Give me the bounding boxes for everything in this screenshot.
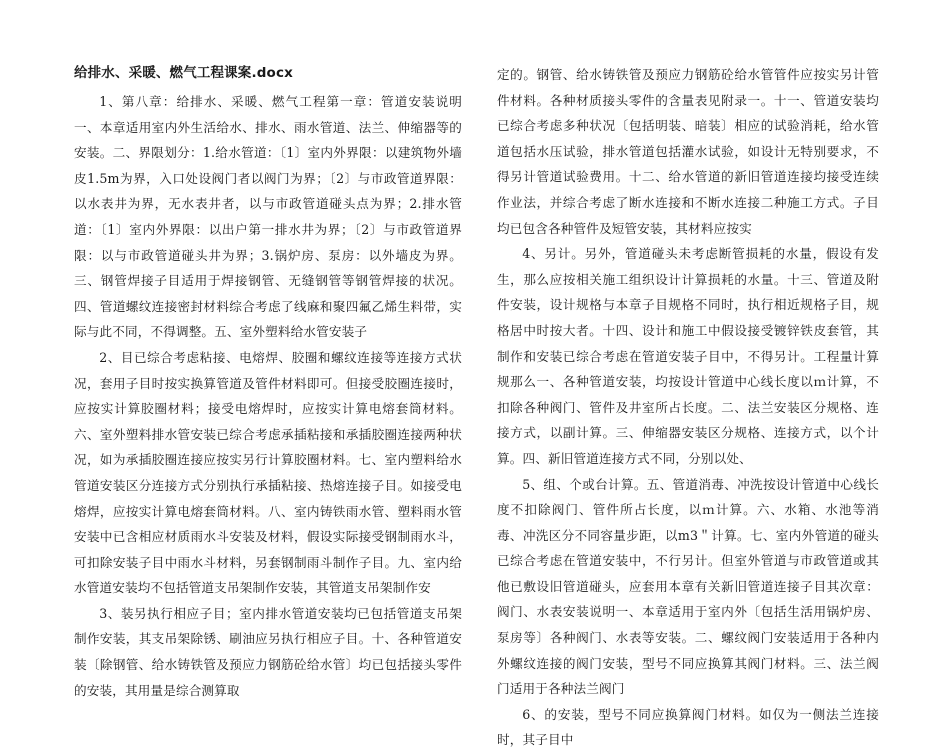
left-column xyxy=(74,60,462,703)
right-column xyxy=(497,62,879,753)
paragraph-4: 4、另计。另外，管道碰头未考虑断管损耗的水量，假设有发生，那么应按相关施工组织设计计算损耗的水量。十三、管道及附件安装，设计规格与本章子目规格不同时，执行相近规格子目，规格居中时按大者。十四、设计和施工中假设接受镀锌铁皮套管，其制作和安装已综合考虑在管道安装子目中，不得另计。工程量计算规那么一、各种管道安装，均按设计管道中心线长度以ｍ计算，不扣除各种阀门、管件及井室所占长度。二、法兰安装区分规格、连接方式，以副计算。三、伸缩器安装区分规格、连接方式，以个计算。四、新旧管道连接方式不同，分别以处、 xyxy=(497,246,879,466)
paragraph-6: 6、的安装，型号不同应换算阀门材料。如仅为一侧法兰连接时，其子目中 xyxy=(497,706,879,748)
paragraph-2: 2、目已综合考虑粘接、电熔焊、胶圈和螺纹连接等连接方式状况，套用子目时按实换算管道及管件材料即可。但接受胶圈连接时，应按实计算胶圈材料；接受电熔焊时，应按实计算电熔套筒材料。六、室外塑料排水管安装已综合考虑承插粘接和承插胶圈连接两种状况，如为承插胶圈连接应按实另行计算胶圈材料。七、室内塑料给水管道安装区分连接方式分别执行承插粘接、热熔连接子目。如接受电熔焊，应按实计算电熔套筒材料。八、室内铸铁雨水管、塑料雨水管安装中已含相应材质雨水斗安装及材料，假设实际接受钢制雨水斗，可扣除安装子目中雨水斗材料，另套钢制雨斗制作子目。九、室内给水管道安装均不包括管道支吊架制作安装，其管道支吊架制作安 xyxy=(74,349,462,596)
paragraph-3-continued: 定的。钢管、给水铸铁管及预应力钢筋砼给水管管件应按实另计管件材料。各种材质接头零件的含量表见附录一。十一、管道安装均已综合考虑多种状况〔包括明装、暗装〕相应的试验消耗，给水管道包括水压试验，排水管道包括灌水试验，如设计无特别要求，不得另计管道试验费用。十二、给水管道的新旧管道连接均接受连续作业法，并综合考虑了断水连接和不断水连接二种施工方式。子目均已包含各种管件及短管安装，其材料应按实 xyxy=(497,67,879,236)
document-title: 给排水、采暖、燃气工程课案.docx xyxy=(74,65,293,81)
paragraph-3: 3、装另执行相应子目；室内排水管道安装均已包括管道支吊架制作安装，其支吊架除锈、刷油应另执行相应子目。十、各种管道安装〔除钢管、给水铸铁管及预应力钢筋砼给水管〕均已包括接头零件的安装，其用量是综合测算取 xyxy=(74,605,462,698)
paragraph-5: 5、组、个或台计算。五、管道消毒、冲洗按设计管道中心线长度不扣除阀门、管件所占长度，以ｍ计算。六、水箱、水池等消毒、冲洗区分不同容量步距，以m3＂计算。七、室内外管道的碰头已综合考虑在管道安装中，不行另计。但室外管道与市政管道或其他已敷设旧管道碰头，应套用本章有关新旧管道连接子目其次章：阀门、水表安装说明一、本章适用于室内外〔包括生活用锅炉房、泵房等〕各种阀门、水表等安装。二、螺纹阀门安装适用于各种内外螺纹连接的阀门安装，型号不同应换算其阀门材料。三、法兰阀门适用于各种法兰阀门 xyxy=(497,476,879,697)
paragraph-1: 1、第八章：给排水、采暖、燃气工程第一章：管道安装说明一、本章适用室内外生活给水、排水、雨水管道、法兰、伸缩器等的安装。二、界限划分：1.给水管道：〔1〕室内外界限：以建筑物外墙皮1.5m为界，入口处设阀门者以阀门为界；〔2〕与市政管道界限：以水表井为界，无水表井者，以与市政管道碰头点为界；2.排水管道：〔1〕室内外界限：以出户第一排水井为界；〔2〕与市政管道界限：以与市政管道碰头井为界；3.锅炉房、泵房：以外墙皮为界。三、钢管焊接子目适用于焊接钢管、无缝钢管等钢管焊接的状况。四、管道螺纹连接密封材料综合考虑了线麻和聚四氟乙烯生料带，实际与此不同，不得调整。五、室外塑料给水管安装子 xyxy=(74,94,462,340)
